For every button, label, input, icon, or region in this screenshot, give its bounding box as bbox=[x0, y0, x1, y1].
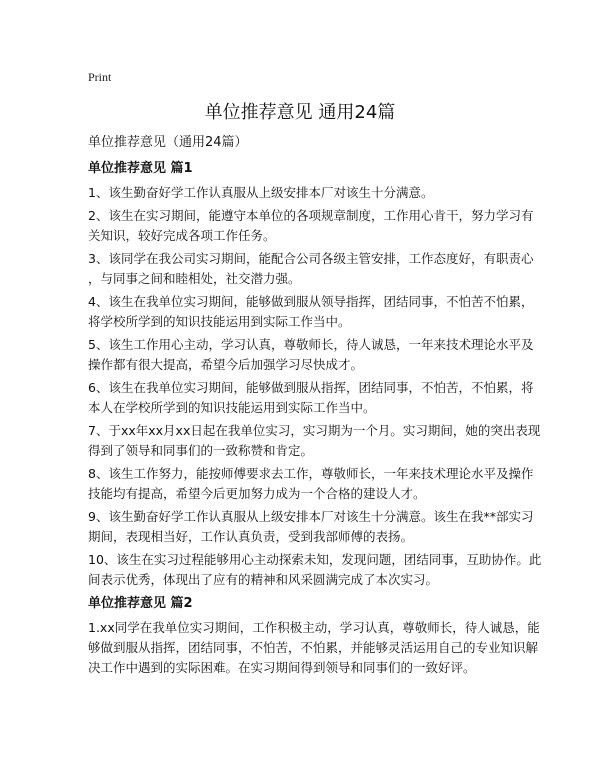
paragraph-line: ，与同事之间和睦相处，社交潜力强。 bbox=[88, 271, 301, 286]
paragraph-line: 8、该生工作努力，能按师傅要求去工作，尊敬师长，一年来技术理论水平及操作 bbox=[88, 466, 534, 481]
paragraph-line: 技能均有提高，希望今后更加努力成为一个合格的建设人才。 bbox=[88, 486, 426, 501]
paragraph bbox=[88, 292, 534, 332]
document-subtitle: 单位推荐意见（通用24篇） bbox=[88, 135, 248, 150]
paragraph-line: 决工作中遇到的实际困难。在实习期间得到领导和同事们的一致好评。 bbox=[88, 660, 476, 675]
paragraph bbox=[88, 183, 528, 203]
paragraph-line: 1、该生勤奋好学工作认真服从上级安排本厂对该生十分满意。 bbox=[88, 185, 434, 200]
paragraph-line: 得到了领导和同事们的一致称赞和肯定。 bbox=[88, 443, 314, 458]
paragraph-line: 期间，表现相当好，工作认真负责，受到我部师傅的表扬。 bbox=[88, 529, 414, 544]
paragraph-line: 7、于xx年xx月xx日起在我单位实习，实习期为一个月。实习期间，她的突出表现 bbox=[88, 423, 541, 438]
paragraph bbox=[88, 421, 541, 461]
paragraph-line: 4、该生在我单位实习期间，能够做到服从领导指挥，团结同事，不怕苦不怕累， bbox=[88, 294, 534, 309]
paragraph bbox=[88, 550, 542, 590]
paragraph bbox=[88, 206, 534, 246]
paragraph-line: 1.xx同学在我单位实习期间，工作积极主动，学习认真，尊敬师长，待人诚恳，能 bbox=[88, 620, 540, 635]
paragraph-line: 5、该生工作用心主动，学习认真，尊敬师长，待人诚恳，一年来技术理论水平及 bbox=[88, 337, 534, 352]
section-heading: 单位推荐意见 篇1 bbox=[88, 161, 193, 176]
paragraph-line: 关知识，较好完成各项工作任务。 bbox=[88, 228, 276, 243]
paragraph-line: 将学校所学到的知识技能运用到实际工作当中。 bbox=[88, 314, 351, 329]
section-heading: 单位推荐意见 篇2 bbox=[88, 596, 193, 611]
paragraph-line: 本人在学校所学到的知识技能运用到实际工作当中。 bbox=[88, 400, 376, 415]
paragraph bbox=[88, 249, 534, 289]
paragraph-line: 操作都有很大提高，希望今后加强学习尽快成才。 bbox=[88, 357, 364, 372]
paragraph-line: 2、该生在实习期间，能遵守本单位的各项规章制度，工作用心肯干，努力学习有 bbox=[88, 208, 534, 223]
paragraph bbox=[88, 378, 534, 418]
print-link[interactable]: Print bbox=[88, 70, 112, 84]
paragraph-line: 10、该生在实习过程能够用心主动探索未知，发现问题，团结同事，互助协作。此 bbox=[88, 552, 542, 567]
paragraph bbox=[88, 618, 540, 678]
paragraph-line: 够做到服从指挥，团结同事，不怕苦，不怕累，并能够灵活运用自己的专业知识解 bbox=[88, 640, 539, 655]
paragraph bbox=[88, 507, 534, 547]
paragraph-line: 6、该生在我单位实习期间，能够做到服从指挥，团结同事，不怕苦，不怕累，将 bbox=[88, 380, 534, 395]
paragraph bbox=[88, 335, 534, 375]
paragraph-line: 9、该生勤奋好学工作认真服从上级安排本厂对该生十分满意。该生在我**部实习 bbox=[88, 509, 534, 524]
document-body bbox=[88, 158, 542, 681]
document-title: 单位推荐意见 通用24篇 bbox=[204, 102, 396, 123]
paragraph-line: 3、该同学在我公司实习期间，能配合公司各级主管安排，工作态度好，有职责心 bbox=[88, 251, 534, 266]
paragraph-line: 间表示优秀，体现出了应有的精神和风采圆满完成了本次实习。 bbox=[88, 572, 439, 587]
paragraph bbox=[88, 464, 534, 504]
